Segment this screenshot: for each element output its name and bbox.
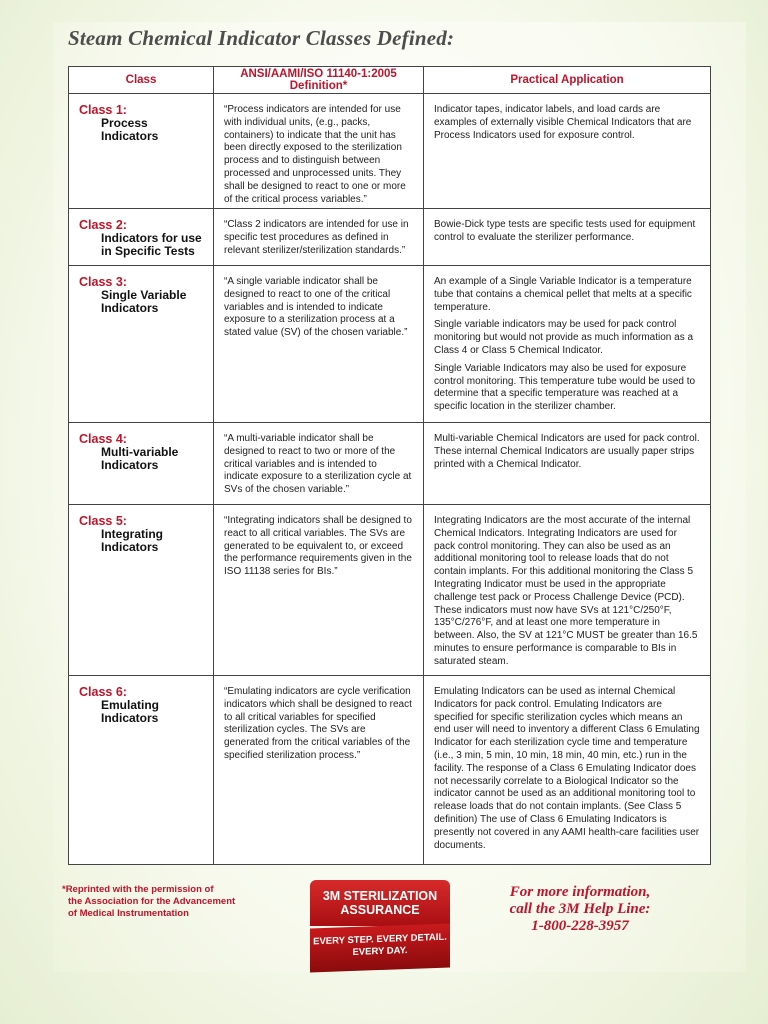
definition-cell: “A single variable indicator shall be designed to react to one of the critical variables and is intended to indicate exposure to a sterilization process at a stated value (SV) of the chosen variable.” (214, 266, 424, 423)
application-text: Bowie-Dick type tests are specific tests used for equipment control to evaluate the sterilizer performance. (434, 219, 696, 243)
class-label: Class 6: (79, 685, 127, 699)
table-row (69, 423, 711, 505)
table-row (69, 94, 711, 209)
class-label: Class 3: (79, 275, 127, 289)
contact-line: call the 3M Help Line: (509, 901, 651, 917)
class-cell (69, 209, 214, 266)
table-row (69, 676, 711, 865)
logo-title (310, 880, 450, 926)
footnote-line: the Association for the Advancement (68, 896, 236, 907)
class-name: Integrating Indicators (101, 527, 163, 554)
class-name: Process Indicators (101, 116, 159, 143)
application-cell (424, 266, 711, 423)
application-text: Indicator tapes, indicator labels, and load cards are examples of externally visible Chemical Indicators that are Process Indicators used for exposure control. (434, 104, 692, 141)
application-cell (424, 94, 711, 209)
table-row (69, 209, 711, 266)
footnote-line: *Reprinted with the permission of (62, 884, 214, 895)
table-row (69, 505, 711, 676)
application-text: An example of a Single Variable Indicator is a temperature tube that contains a chemical pellet that melts at a specific temperature. (434, 276, 692, 313)
table-row (69, 266, 711, 423)
class-cell (69, 676, 214, 865)
class-label: Class 2: (79, 218, 127, 232)
logo-title-line: ASSURANCE (340, 903, 420, 917)
help-line-contact (480, 884, 680, 935)
application-text: Integrating Indicators are the most accurate of the internal Chemical Indicators. Integrating Indicators are used for pack control monitoring. They can also be used as an additional monitoring tool to release loads that do not contain implants. For this additional monitoring the Class 5 Integrating Indicator must be used in the appropriate challenge test pack or Process Challenge Device (PCD). These indicators must now have SVs at 121°C/250°F, 135°C/276°F, and at least one more temperature in between. Also, the SV at 121°C MUST be greater than 16.5 minutes to ensure performance is comparable to BIs in saturated steam. (434, 515, 698, 667)
logo-title-line: 3M STERILIZATION (322, 889, 438, 903)
application-text: Single Variable Indicators may also be used for exposure control monitoring. This temperature tube would be used to determine that a specific temperature was reached at a specific location in the sterilizer chamber. (434, 362, 696, 413)
application-cell (424, 676, 711, 865)
application-text: Emulating Indicators can be used as internal Chemical Indicators for pack control. Emulating Indicators are specified for specific sterilization cycles which means an end user will need to inventory a different Class 6 Emulating Indicator for each sterilization cycle time and temperature (i.e., 3 min, 5 min, 10 min, 18 min, 40 min, etc.) run in the facility. The response of a Class 6 Emulating Indicator does not necessarily correlate to a Biological Indicator so the indicator cannot be used as an additional monitoring tool to release loads that do not contain implants. (See Class 5 definition) The use of Class 6 Emulating Indicators is presently not covered in any AAMI health-care facilities user documents. (434, 686, 700, 851)
class-name: Multi-variable Indicators (101, 445, 179, 472)
help-line-phone: 1-800-228-3957 (531, 918, 629, 934)
footnote-line: of Medical Instrumentation (68, 908, 189, 919)
class-cell (69, 266, 214, 423)
class-label: Class 4: (79, 432, 127, 446)
class-label: Class 1: (79, 103, 127, 117)
class-cell (69, 423, 214, 505)
definition-cell: “Process indicators are intended for use with individual units, (e.g., packs, containers) to indicate that the unit has been directly exposed to the sterilization process and to distinguish between processed and unprocessed units. They shall be designed to react to one or more of the critical process variables.” (214, 94, 424, 209)
logo-tagline-line: EVERY DAY. (352, 945, 408, 958)
application-cell (424, 423, 711, 505)
header-definition: ANSI/AAMI/ISO 11140-1:2005 Definition* (214, 67, 424, 94)
application-text: Single variable indicators may be used for pack control monitoring but would not provide as much information as a Class 4 or Class 5 Chemical Indicator. (434, 319, 694, 356)
table-header-row (69, 67, 711, 94)
header-application: Practical Application (424, 67, 711, 94)
logo-tagline-line: EVERY STEP. EVERY DETAIL. (313, 931, 447, 948)
definition-cell: “A multi-variable indicator shall be designed to react to two or more of the critical variables and is intended to indicate exposure to a sterilization cycle at SVs of the chosen variable.” (214, 423, 424, 505)
header-class: Class (69, 67, 214, 94)
class-cell (69, 94, 214, 209)
3m-sterilization-assurance-logo (310, 880, 450, 970)
definition-cell: “Integrating indicators shall be designed to react to all critical variables. The SVs are generated to be equivalent to, or exceed the performance requirements given in the ISO 11138 series for BIs.” (214, 505, 424, 676)
class-name: Single Variable Indicators (101, 288, 187, 315)
logo-tagline (310, 924, 450, 973)
indicator-classes-table (68, 66, 711, 865)
application-cell (424, 209, 711, 266)
application-text: Multi-variable Chemical Indicators are used for pack control. These internal Chemical Indicators are usually paper strips printed with a Chemical Indicator. (434, 433, 700, 470)
contact-line: For more information, (509, 884, 651, 900)
class-name: Indicators for use in Specific Tests (101, 231, 202, 258)
definition-cell: “Class 2 indicators are intended for use in specific test procedures as defined in relevant sterilizer/sterilization standards.” (214, 209, 424, 266)
class-label: Class 5: (79, 514, 127, 528)
application-cell (424, 505, 711, 676)
reprint-footnote (62, 884, 272, 920)
page-title: Steam Chemical Indicator Classes Defined: (68, 26, 455, 50)
definition-cell: “Emulating indicators are cycle verification indicators which shall be designed to react to all critical variables for specified sterilization cycles. The SVs are generated from the critical variables of the specified sterilization process.” (214, 676, 424, 865)
class-name: Emulating Indicators (101, 698, 160, 725)
class-cell (69, 505, 214, 676)
